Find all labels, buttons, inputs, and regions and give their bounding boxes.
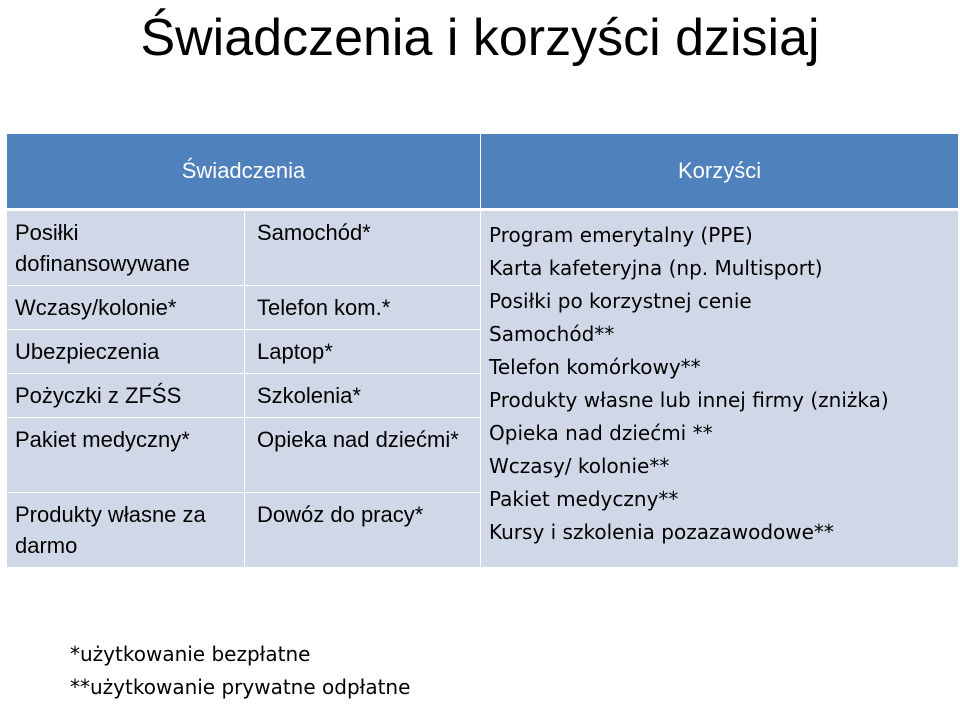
list-item: Produkty własne lub innej firmy (zniżka) — [489, 388, 889, 412]
list-item: Program emerytalny (PPE) — [489, 223, 753, 247]
swiadczenie-cell: Produkty własne za darmo — [7, 493, 245, 568]
list-item: Opieka nad dziećmi ** — [489, 421, 713, 445]
slide-title: Świadczenia i korzyści dzisiaj — [140, 9, 820, 67]
swiadczenie-cell: Samochód* — [245, 210, 481, 286]
list-item: Telefon komórkowy** — [489, 355, 701, 379]
swiadczenie-cell: Ubezpieczenia — [7, 330, 245, 374]
swiadczenie-cell: Dowóz do pracy* — [245, 493, 481, 568]
benefits-table — [6, 133, 959, 568]
footnotes — [70, 638, 410, 704]
header-korzysci: Korzyści — [481, 134, 959, 210]
footnote: **użytkowanie prywatne odpłatne — [70, 675, 411, 699]
swiadczenie-cell: Laptop* — [245, 330, 481, 374]
list-item: Wczasy/ kolonie** — [489, 454, 670, 478]
list-item: Karta kafeteryjna (np. Multisport) — [489, 256, 823, 280]
list-item: Pakiet medyczny** — [489, 487, 679, 511]
swiadczenie-cell: Wczasy/kolonie* — [7, 286, 245, 330]
swiadczenie-cell: Szkolenia* — [245, 374, 481, 418]
korzysci-list — [481, 210, 959, 568]
table-row — [7, 210, 959, 286]
swiadczenie-cell: Telefon kom.* — [245, 286, 481, 330]
swiadczenie-cell: Pożyczki z ZFŚS — [7, 374, 245, 418]
swiadczenie-cell: Posiłki dofinansowywane — [7, 210, 245, 286]
list-item: Posiłki po korzystnej cenie — [489, 289, 752, 313]
header-row — [7, 134, 959, 210]
list-item: Samochód** — [489, 322, 615, 346]
header-swiadczenia: Świadczenia — [7, 134, 481, 210]
swiadczenie-cell: Opieka nad dziećmi* — [245, 418, 481, 493]
footnote: *użytkowanie bezpłatne — [70, 642, 311, 666]
swiadczenie-cell: Pakiet medyczny* — [7, 418, 245, 493]
list-item: Kursy i szkolenia pozazawodowe** — [489, 520, 834, 544]
